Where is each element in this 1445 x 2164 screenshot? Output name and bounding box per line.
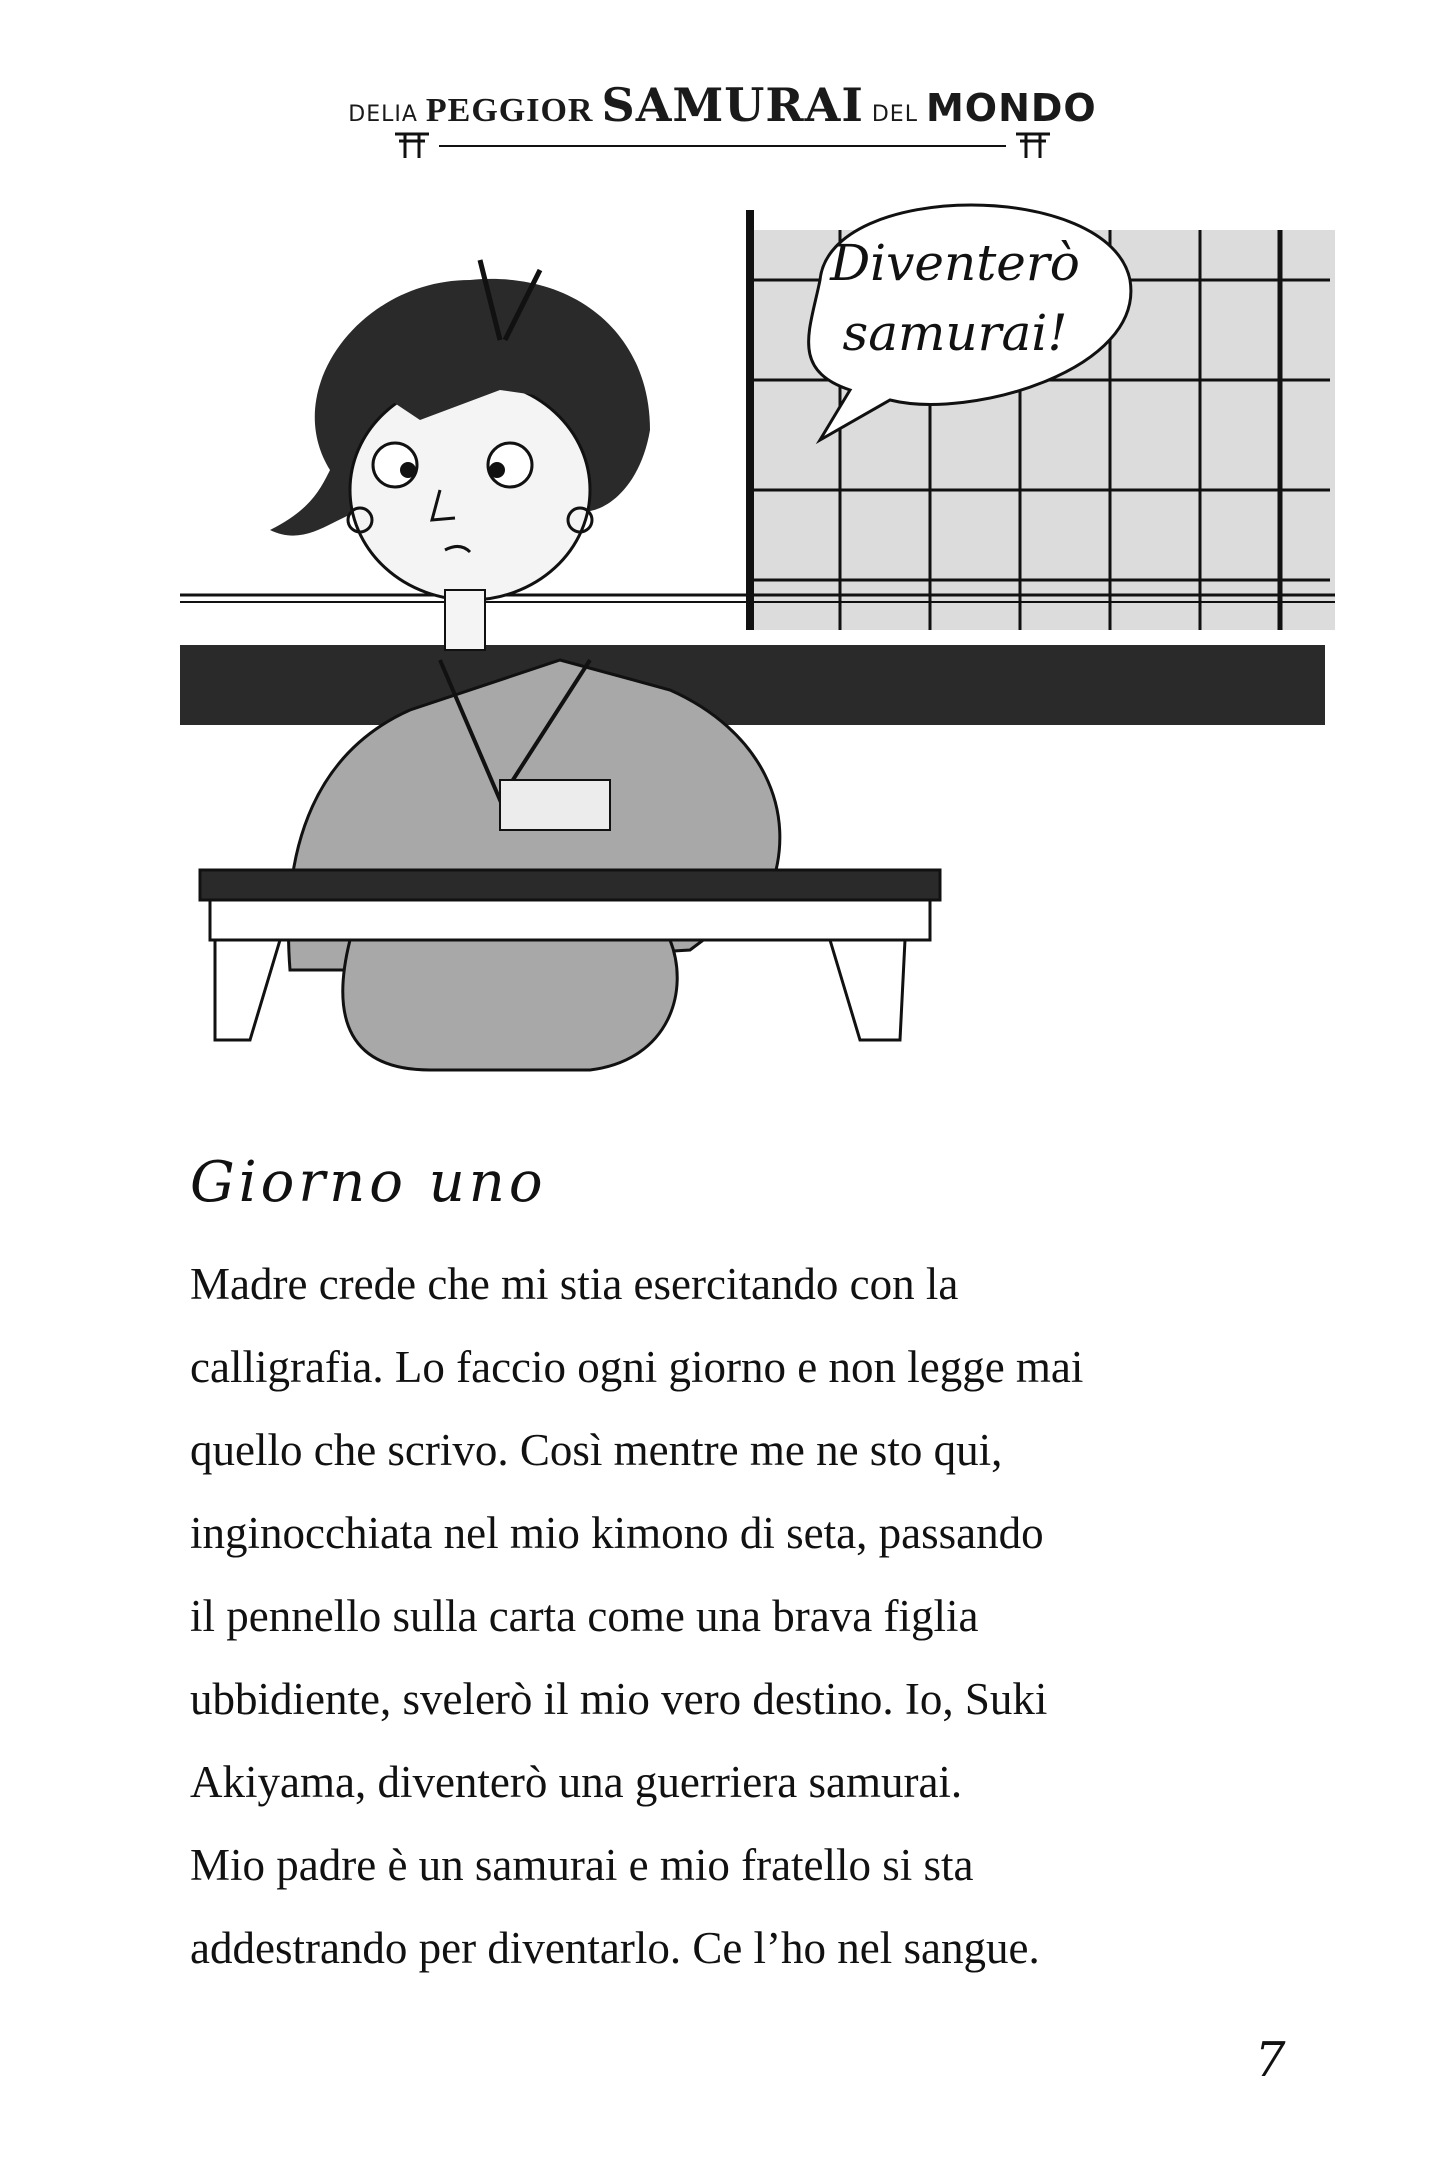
torii-right-icon	[1016, 134, 1050, 158]
text-line: calligrafia. Lo faccio ogni giorno e non legge mai	[190, 1342, 1084, 1392]
header-word: SAMURAI	[601, 78, 864, 132]
speech-line: samurai!	[842, 304, 1068, 362]
text-line: ubbidiente, svelerò il mio vero destino. Io, Suki	[190, 1674, 1048, 1724]
page-number: 7	[1255, 2032, 1286, 2088]
header-word: DELIA	[348, 102, 418, 127]
girl-figure	[270, 260, 780, 970]
speech-bubble-text	[805, 228, 1105, 368]
text-line: addestrando per diventarlo. Ce l’ho nel sangue.	[190, 1923, 1040, 1973]
dark-beam	[180, 645, 1325, 725]
text-line: inginocchiata nel mio kimono di seta, passando	[190, 1508, 1044, 1558]
book-title	[0, 78, 1445, 132]
torii-rule	[395, 130, 1050, 160]
text-line: il pennello sulla carta come una brava figlia	[190, 1591, 979, 1641]
text-line: quello che scrivo. Così mentre me ne sto qui,	[190, 1425, 1003, 1475]
torii-left-icon	[395, 134, 429, 158]
header-word: PEGGIOR	[425, 92, 594, 129]
chapter-heading: Giorno uno	[190, 1150, 547, 1215]
running-header	[0, 0, 1445, 170]
header-word: DEL	[871, 102, 918, 127]
text-line: Akiyama, diventerò una guerriera samurai.	[190, 1757, 963, 1807]
body-paragraph	[190, 1243, 1310, 1990]
illustration-girl-at-desk	[170, 190, 1340, 1110]
text-line: Madre crede che mi stia esercitando con la	[190, 1259, 959, 1309]
header-word: MONDO	[925, 86, 1097, 130]
text-line: Mio padre è un samurai e mio fratello si sta	[190, 1840, 974, 1890]
speech-line: Diventerò	[830, 234, 1080, 292]
